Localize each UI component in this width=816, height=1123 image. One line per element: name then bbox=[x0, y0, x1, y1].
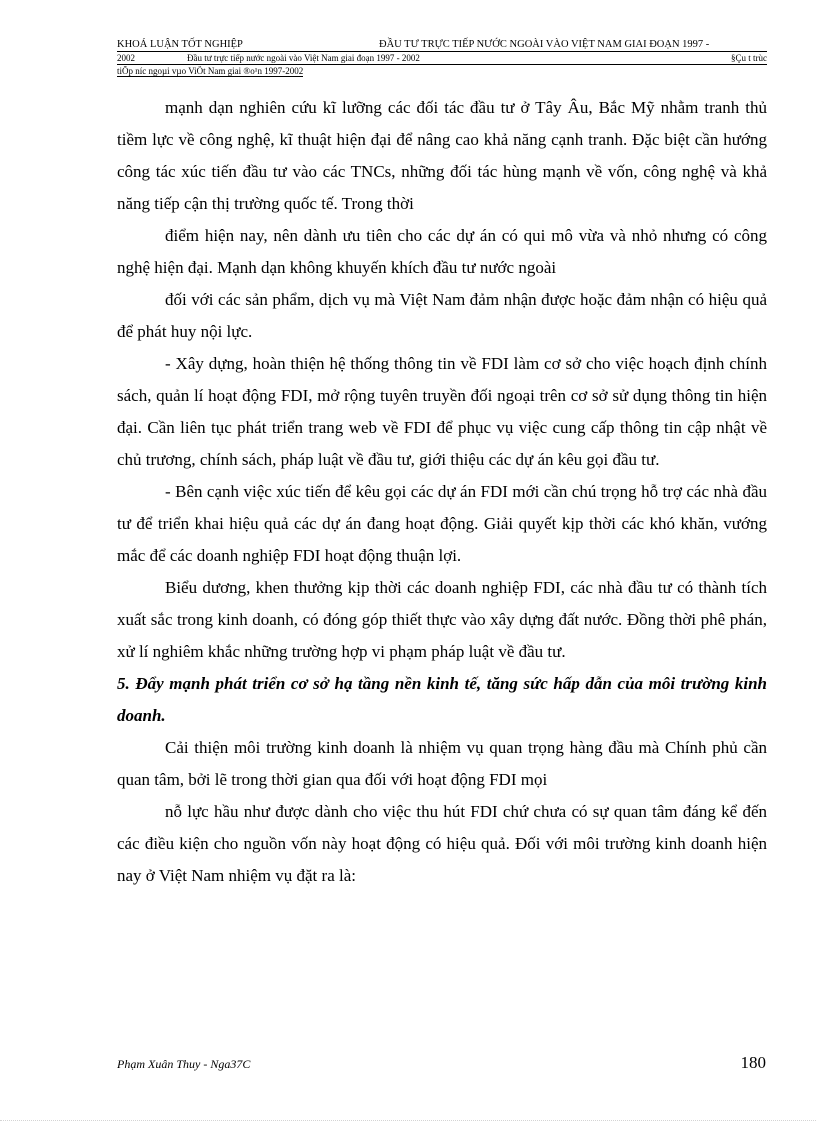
footer-author: Phạm Xuân Thuy - Nga37C bbox=[117, 1057, 251, 1071]
paragraph-bullet: - Xây dựng, hoàn thiện hệ thống thông tin về FDI làm cơ sở cho việc hoạch định chính sách, quản lí hoạt động FDI, mở rộng tuyên truyền đối ngoại trên cơ sở sử dụng thông tin hiện đại. Cần liên tục phát triển trang web về FDI để phục vụ việc cung cấp thông tin cập nhật về chủ trương, chính sách, pháp luật về đầu tư, giới thiệu các dự án kêu gọi đầu tư. bbox=[117, 354, 767, 469]
header-left: KHOÁ LUẬN TỐT NGHIỆP bbox=[117, 39, 243, 50]
page-number: 180 bbox=[740, 1053, 766, 1072]
paragraph: đối với các sản phẩm, dịch vụ mà Việt Nam đảm nhận được hoặc đảm nhận có hiệu quả để phát huy nội lực. bbox=[117, 290, 767, 341]
paragraph: Cải thiện môi trường kinh doanh là nhiệm vụ quan trọng hàng đầu mà Chính phủ cần quan tâm, bởi lẽ trong thời gian qua đối với hoạt động FDI mọi bbox=[117, 738, 767, 789]
paragraph: mạnh dạn nghiên cứu kĩ lưỡng các đối tác đầu tư ở Tây Âu, Bắc Mỹ nhằm tranh thủ tiềm lực về công nghệ, kĩ thuật hiện đại để nâng cao khả năng cạnh tranh. Đặc biệt cần hướng công tác xúc tiến đầu tư vào các TNCs, những đối tác hùng mạnh về vốn, công nghệ và khả năng tiếp cận thị trường quốc tế. Trong thời bbox=[117, 98, 767, 213]
header-garbled-right: §Çu t trùc bbox=[731, 53, 767, 63]
running-header-line-3 bbox=[117, 66, 767, 77]
paragraph-bullet: - Bên cạnh việc xúc tiến để kêu gọi các dự án FDI mới cần chú trọng hỗ trợ các nhà đầu tư để triển khai hiệu quả các dự án đang hoạt động. Giải quyết kịp thời các khó khăn, vướng mắc để các doanh nghiệp FDI hoạt động thuận lợi. bbox=[117, 482, 767, 565]
paragraph: Biểu dương, khen thưởng kịp thời các doanh nghiệp FDI, các nhà đầu tư có thành tích xuất sắc trong kinh doanh, có đóng góp thiết thực vào xây dựng đất nước. Đồng thời phê phán, xử lí nghiêm khắc những trường hợp vi phạm pháp luật về đầu tư. bbox=[117, 578, 767, 661]
paragraph: điểm hiện nay, nên dành ưu tiên cho các dự án có qui mô vừa và nhỏ nhưng có công nghệ hiện đại. Mạnh dạn không khuyến khích đầu tư nước ngoài bbox=[117, 226, 767, 277]
header-year: 2002 bbox=[117, 53, 135, 63]
section-heading: 5. Đẩy mạnh phát triển cơ sở hạ tầng nền kinh tế, tăng sức hấp dẫn của môi trường kinh doanh. bbox=[117, 674, 767, 725]
page-bottom-divider bbox=[0, 1120, 816, 1121]
header-right: ĐẦU TƯ TRỰC TIẾP NƯỚC NGOÀI VÀO VIỆT NAM GIAI ĐOẠN 1997 - bbox=[379, 39, 710, 50]
paragraph: nỗ lực hầu như được dành cho việc thu hút FDI chứ chưa có sự quan tâm đáng kể đến các điều kiện cho nguồn vốn này hoạt động có hiệu quả. Đối với môi trường kinh doanh hiện nay ở Việt Nam nhiệm vụ đặt ra là: bbox=[117, 802, 767, 885]
header-garbled-title: tiÕp níc ngoµi vµo ViÖt Nam giai ®o¹n 1997-2002 bbox=[117, 66, 304, 76]
body-text bbox=[117, 92, 767, 892]
running-header-line-2 bbox=[117, 53, 767, 65]
header-subtitle: Đầu tư trực tiếp nước ngoài vào Việt Nam giai đoạn 1997 - 2002 bbox=[187, 53, 420, 63]
running-header bbox=[117, 38, 767, 52]
